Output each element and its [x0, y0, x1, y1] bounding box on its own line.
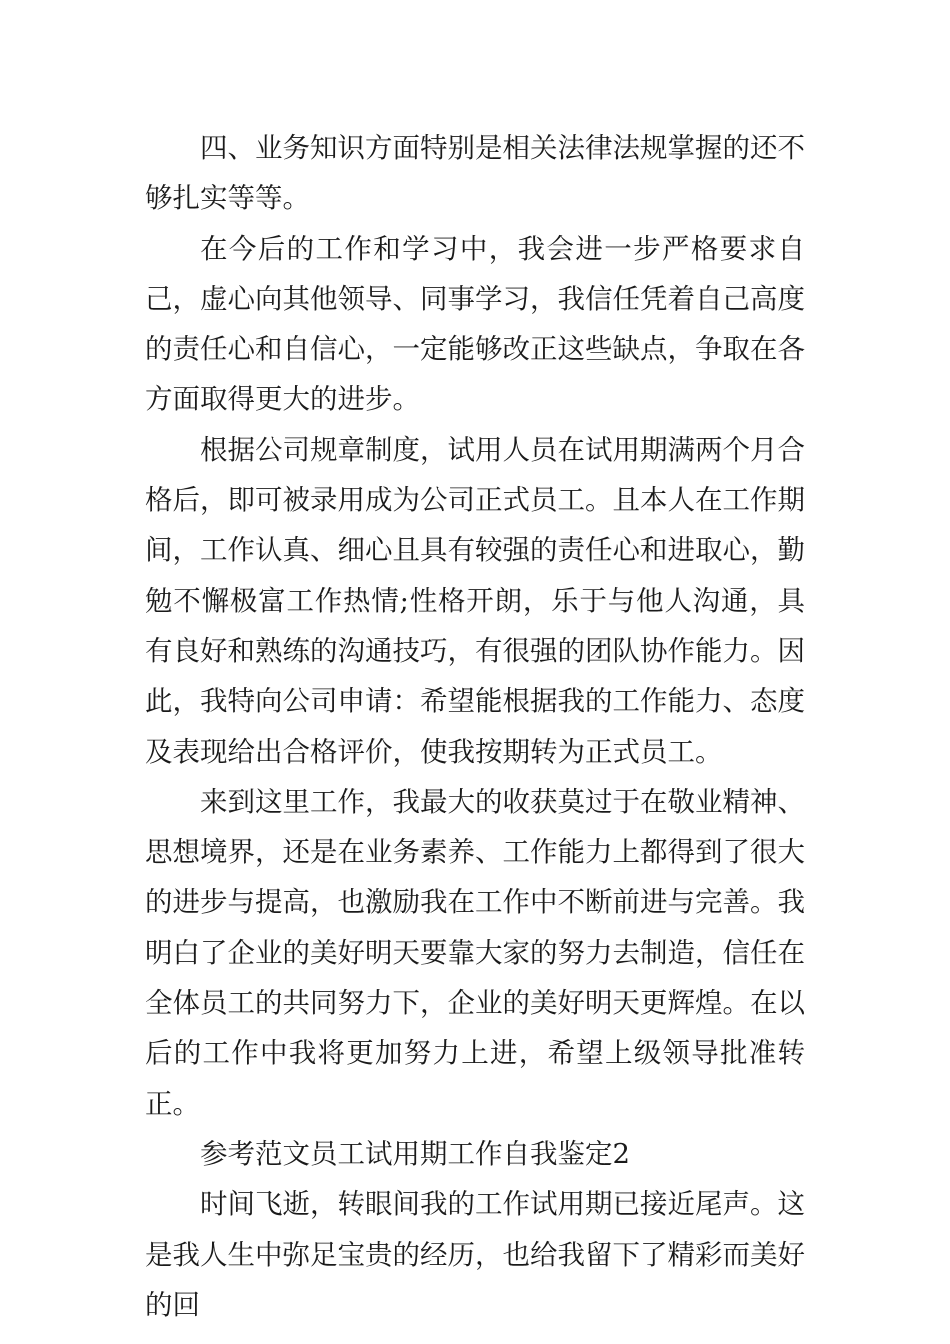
section-heading: 参考范文员工试用期工作自我鉴定2	[200, 1137, 630, 1170]
paragraph-future-plans: 在今后的工作和学习中，我会进一步严格要求自己，虚心向其他领导、同事学习，我信任凭着自己高度的责任心和自信心，一定能够改正这些缺点，争取在各方面取得更大的进步。	[145, 232, 805, 416]
paragraph-gains: 来到这里工作，我最大的收获莫过于在敬业精神、思想境界，还是在业务素养、工作能力上都得到了很大的进步与提高，也激励我在工作中不断前进与完善。我明白了企业的美好明天要靠大家的努力去制造，信任在全体员工的共同努力下，企业的美好明天更辉煌。在以后的工作中我将更加努力上进，希望上级领导批准转正。	[145, 785, 805, 1120]
paragraph-time-flies: 时间飞逝，转眼间我的工作试用期已接近尾声。这是我人生中弥足宝贵的经历，也给我留下了精彩而美好的回	[145, 1188, 805, 1321]
paragraph-probation-request: 根据公司规章制度，试用人员在试用期满两个月合格后，即可被录用成为公司正式员工。且本人在工作期间，工作认真、细心且具有较强的责任心和进取心，勤勉不懈极富工作热情;性格开朗，乐于与他人沟通，具有良好和熟练的沟通技巧，有很强的团队协作能力。因此，我特向公司申请：希望能根据我的工作能力、态度及表现给出合格评价，使我按期转为正式员工。	[145, 433, 805, 768]
paragraph-business-knowledge: 四、业务知识方面特别是相关法律法规掌握的还不够扎实等等。	[145, 132, 805, 215]
document-body	[145, 123, 805, 1330]
